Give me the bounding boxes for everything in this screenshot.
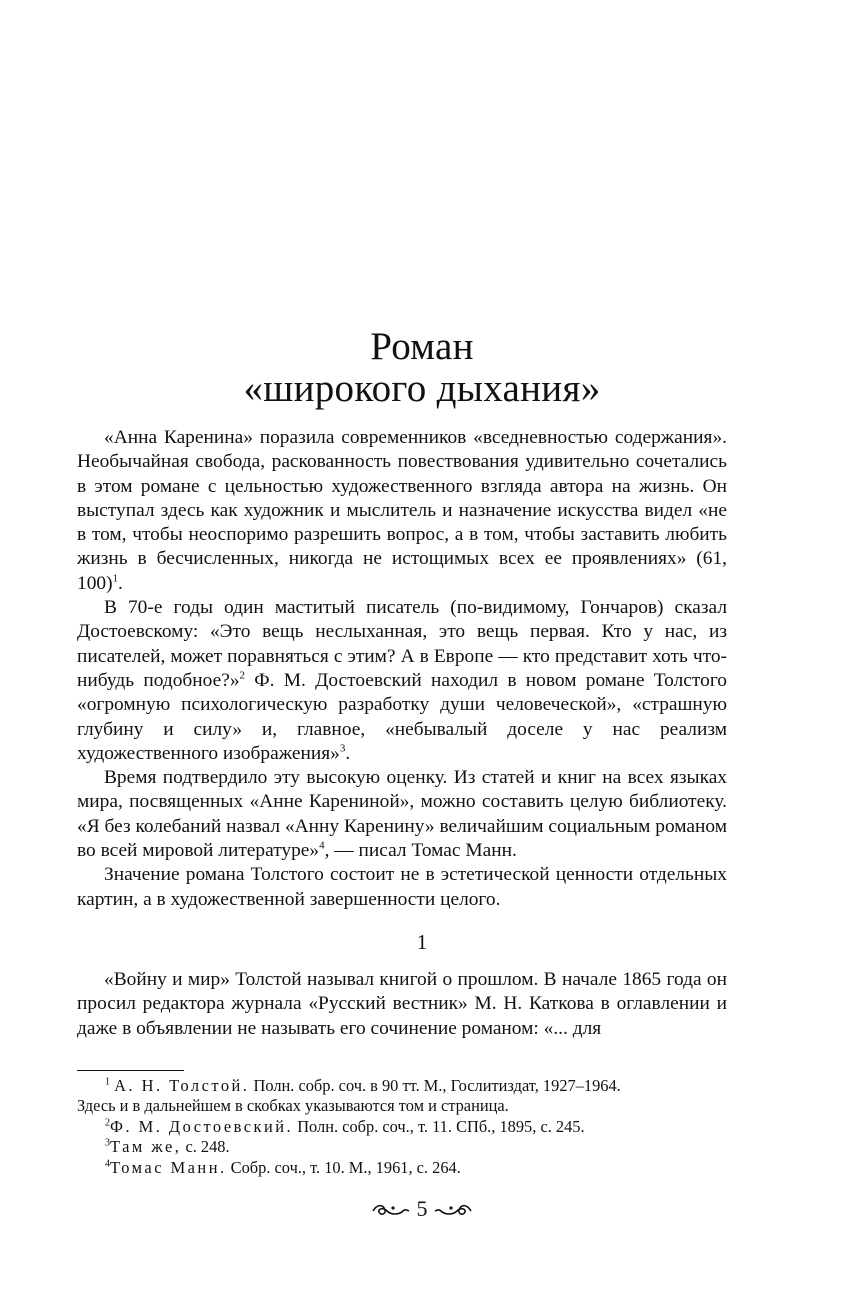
footnote-ref: 2 [239, 669, 246, 682]
footnote-author: Томас Манн. [110, 1157, 227, 1177]
paragraph-text: , — писал Томас Манн. [324, 840, 517, 862]
footnote-mark: 4 [105, 1158, 110, 1170]
footnote-mark: 1 [105, 1076, 110, 1088]
chapter-title-line-2: «широкого дыхания» [243, 367, 601, 410]
paragraph-text: . [118, 572, 123, 594]
paragraph [77, 766, 727, 863]
paragraph-text: В 70-е годы один маститый писатель (по-видимому, Гончаров) сказал Достоевскому: «Это вещь неслыханная, это вещь первая. Кто у нас, из писателей, может поравняться с этим? А в Европе — кто представит хоть что-нибудь подобное?» [77, 597, 727, 691]
footnote-author: А. Н. Толстой. [114, 1076, 250, 1095]
footnote-ref: 3 [339, 742, 346, 755]
footnote-author: Ф. М. Достоевский. [110, 1116, 294, 1136]
footnote-ref: 4 [319, 839, 325, 852]
footnote-text: Собр. соч., т. 10. М., 1961, с. 264. [226, 1157, 461, 1177]
footnote-text: Полн. собр. соч. в 90 тт. М., Гослитиздат, 1927–1964. [249, 1076, 621, 1095]
footnotes [77, 1076, 737, 1178]
body-text-section-1 [77, 968, 727, 1041]
footnote-3 [77, 1137, 737, 1157]
paragraph-text: Время подтвердило эту высокую оценку. Из статей и книг на всех языках мира, посвященных «Анне Карениной», можно составить целую библиотеку. «Я без колебаний назвал «Анну Каренину» величайшим социальным романом во всей мировой литературе» [77, 767, 727, 862]
footnote-2 [77, 1117, 737, 1137]
chapter-title-line-1: Роман [370, 325, 474, 368]
body-text-intro [77, 426, 727, 912]
paragraph [77, 596, 727, 766]
footnote-mark: 2 [105, 1117, 110, 1129]
footnote-1 [77, 1076, 737, 1096]
paragraph-text: . [345, 742, 351, 764]
footnote-4 [77, 1158, 737, 1178]
paragraph [77, 426, 727, 596]
paragraph-text: «Анна Каренина» поразила современников «вседневностью содержания». Необычайная свобода, раскованность повествования удивительно сочетались в этом романе с цельностью художественного взгляда автора на жизнь. Он выступал здесь как художник и мыслитель и назначение искусства видел «не в том, чтобы неоспоримо разрешить вопрос, а в том, чтобы заставить любить жизнь в бесчисленных, никогда не истощимых всех ее проявлениях» (61, 100) [77, 427, 727, 594]
footnote-ref: 1 [112, 572, 119, 585]
paragraph: «Войну и мир» Толстой называл книгой о прошлом. В начале 1865 года он просил редактора журнала «Русский вестник» М. Н. Каткова в оглавлении и даже в объявлении не называть его сочинение романом: «... для [77, 969, 727, 1039]
left-ornament-icon [371, 1202, 411, 1220]
footnote-mark: 3 [105, 1137, 110, 1149]
footnote-1-continuation: Здесь и в дальнейшем в скобках указываются том и страница. [77, 1096, 509, 1116]
paragraph: Значение романа Толстого состоит не в эстетической ценности отдельных картин, а в художественной завершенности целого. [77, 864, 727, 910]
page-number: 5 [416, 1196, 428, 1221]
right-ornament-icon [433, 1202, 473, 1220]
section-number: 1 [416, 930, 428, 954]
footnote-author: Там же, [110, 1137, 182, 1157]
footnote-text: Полн. собр. соч., т. 11. СПб., 1895, с. 245. [293, 1116, 585, 1136]
paragraph-text: Ф. М. Достоевский находил в новом романе Толстого «огромную психологическую разработку души человеческой», «страшную глубину и силу» и, главное, «небывалый доселе у нас реализм художественного изображения» [77, 669, 727, 764]
footnote-divider [77, 1070, 184, 1071]
page-number-block [0, 1196, 844, 1222]
footnote-text: с. 248. [181, 1137, 230, 1157]
